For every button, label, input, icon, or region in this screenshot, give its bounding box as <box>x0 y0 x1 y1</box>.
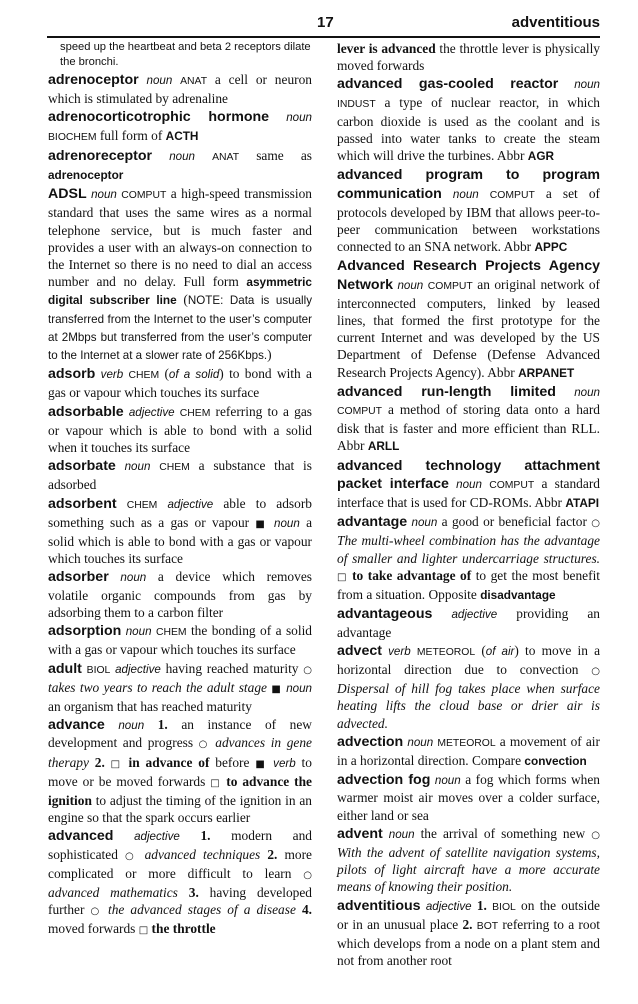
part-of-speech: noun <box>274 516 300 530</box>
definition-text: an original network of interconnected computers, linked by leased lines, that formed the first prototype for the current Internet and was developed by the US Department of Defense (Defense Advanced Research Projects Agency). Abbr <box>337 276 600 380</box>
definition-text: to adjust the timing of the ignition in an engine so that the spark occurs earlier <box>48 792 312 826</box>
left-column <box>48 40 312 941</box>
part-of-speech: noun <box>124 460 151 474</box>
dictionary-entry <box>48 108 312 145</box>
definition-text: a type of nuclear reactor, in which carbon dioxide is used as the coolant and is passed into water tanks to create the steam which will drive the turbines. Abbr <box>337 94 600 164</box>
bullet-symbol: □ <box>138 925 149 937</box>
phrase: the throttle <box>151 921 216 937</box>
dictionary-entry <box>48 185 312 364</box>
headword: advanced run-length limited <box>337 383 556 400</box>
definition-text: a substance that is adsorbed <box>48 458 312 493</box>
part-of-speech: adjective <box>425 899 472 913</box>
dictionary-entry <box>337 513 600 604</box>
definition-text <box>178 885 189 900</box>
part-of-speech: noun <box>456 477 482 491</box>
cross-reference: disadvantage <box>480 588 556 603</box>
definition-text: to get the most benefit from a situation. Opposite <box>337 567 601 603</box>
dictionary-entry <box>48 622 312 658</box>
phrase: to take advantage of <box>352 567 472 583</box>
part-of-speech: noun <box>286 111 312 125</box>
subject-label: COMPUT <box>489 189 535 201</box>
dictionary-entry <box>48 365 312 401</box>
definition-text <box>117 496 127 511</box>
example-text: advanced techniques <box>144 846 261 862</box>
headword: adult <box>48 660 82 677</box>
phrase: in advance of <box>128 754 210 770</box>
definition-text: a solid which is able to bond with a gas or vapour which touches its surface <box>48 514 313 567</box>
bullet-symbol: ■ <box>255 758 268 770</box>
definition-text <box>150 458 159 473</box>
headword: advect <box>337 642 382 659</box>
bullet-symbol: ○ <box>591 829 600 841</box>
headword: adrenocorticotrophic hormone <box>48 109 270 126</box>
headword: advantage <box>337 514 408 531</box>
dictionary-entry <box>48 403 312 457</box>
headword: adsorber <box>48 569 109 586</box>
part-of-speech: noun <box>411 516 438 530</box>
dictionary-entry <box>48 827 312 939</box>
definition-text <box>152 148 169 163</box>
phrase: 3. <box>188 884 199 900</box>
definition-text: an instance of new development and progress <box>48 717 312 751</box>
dictionary-entry <box>48 495 312 568</box>
dictionary-entry <box>48 71 312 107</box>
definition-text: a method of storing data onto a hard disk that is faster and more efficient than RLL. Abbr <box>337 402 600 454</box>
definition-text: a movement of air in a horizontal direction. Compare <box>337 733 600 768</box>
headword: advanced program to program communication <box>337 167 600 202</box>
dictionary-entry <box>337 75 600 165</box>
headword: Advanced Research Projects Agency Network <box>337 258 600 293</box>
definition-text <box>432 606 451 621</box>
part-of-speech: noun <box>434 774 461 788</box>
definition-text: the bonding of a solid with a gas or vapour which touches its surface <box>48 623 312 658</box>
definition-text: referring to a root which develops from a node on a plant stem and not from another root <box>337 916 600 969</box>
subject-label: CHEM <box>179 407 211 419</box>
definition-text: on the outside or in an unusual place <box>337 897 600 932</box>
definition-text <box>180 828 201 843</box>
definition-text: ) <box>267 347 272 363</box>
example-text: takes two years to reach the adult stage <box>48 679 267 695</box>
definition-text: ( <box>475 642 486 658</box>
dictionary-entry <box>337 825 600 896</box>
phrase: to advance the ignition <box>48 773 312 808</box>
definition-text: more complicated or more difficult to learn <box>48 846 312 881</box>
phrase: 1. <box>157 717 168 733</box>
definition-text <box>172 72 180 87</box>
cross-reference: convection <box>524 753 587 768</box>
definition-text: referring to a gas or vapour which is able to bond with a solid when it touches its surface <box>48 403 312 456</box>
dictionary-entry <box>337 771 600 824</box>
definition-text: able to adsorb something such as a gas or vapour <box>48 495 312 530</box>
subject-label: BOT <box>476 920 499 932</box>
example-text: the advanced stages of a disease <box>107 902 296 918</box>
subject-label: ANAT <box>212 151 240 163</box>
definition-text: providing an advantage <box>337 606 600 640</box>
headword: advance <box>48 717 105 734</box>
phrase: 1. <box>476 897 487 913</box>
dictionary-entry <box>337 166 600 256</box>
part-of-speech: verb <box>100 368 124 382</box>
cross-reference: ARPANET <box>518 365 575 380</box>
definition-text: ) to bond with a gas or vapour which touches its surface <box>48 366 312 401</box>
headword: advanced <box>48 828 114 845</box>
definition-text <box>558 76 574 91</box>
right-column <box>337 40 600 970</box>
part-of-speech: noun <box>452 187 479 201</box>
definition-text: a cell or neuron which is stimulated by adrenaline <box>48 72 312 107</box>
bullet-symbol: ■ <box>271 683 282 695</box>
headword: advantageous <box>337 606 433 623</box>
example-text: Dispersal of hill fog takes place when surface heating lifts the cloud base or drier air is advected. <box>337 681 600 731</box>
definition-text <box>195 148 212 163</box>
dictionary-entry <box>337 642 600 732</box>
definition-text <box>116 458 125 473</box>
subject-label: BIOL <box>492 901 516 913</box>
subject-label: CHEM <box>126 499 158 511</box>
bullet-symbol: ○ <box>125 850 138 862</box>
bullet-symbol: ○ <box>198 739 210 751</box>
dictionary-entry <box>337 605 600 640</box>
headword: adrenoreceptor <box>48 147 153 164</box>
definition-text <box>109 569 121 584</box>
guide-word: adventitious <box>511 14 600 31</box>
subject-label: CHEM <box>155 627 187 639</box>
phrase: lever is advanced <box>337 41 436 56</box>
part-of-speech: verb <box>388 644 411 658</box>
bullet-symbol: □ <box>110 758 123 770</box>
example-text: advanced mathematics <box>48 884 178 900</box>
bullet-symbol: □ <box>337 571 348 583</box>
dictionary-entry <box>337 383 600 456</box>
subject-label: METEOROL <box>416 646 476 658</box>
part-of-speech: noun <box>407 735 434 749</box>
headword: advanced technology attachment packet interface <box>337 457 600 492</box>
bullet-symbol: □ <box>210 777 222 789</box>
subject-label: COMPUT <box>121 190 167 202</box>
definition-text: having developed further <box>48 884 313 918</box>
part-of-speech: noun <box>91 188 117 202</box>
dictionary-entry <box>337 40 600 74</box>
subject-label: BIOL <box>86 664 111 676</box>
part-of-speech: of air <box>485 644 515 658</box>
dictionary-entry <box>48 660 312 716</box>
part-of-speech: verb <box>273 756 296 770</box>
definition-text <box>479 186 490 201</box>
definition-text: moved forwards <box>48 921 139 937</box>
headword: advection <box>337 733 404 750</box>
definition-text <box>105 717 119 732</box>
definition-text: ( <box>159 366 169 382</box>
part-of-speech: noun <box>120 571 147 585</box>
definition-text <box>556 384 574 399</box>
definition-text: the arrival of something new <box>414 825 592 841</box>
definition-text: modern and sophisticated <box>48 828 312 862</box>
part-of-speech: noun <box>118 719 145 733</box>
subject-label: COMPUT <box>427 280 473 292</box>
phrase: 2. <box>462 916 473 932</box>
part-of-speech: adjective <box>115 662 161 676</box>
bullet-symbol: ■ <box>255 518 268 530</box>
cross-reference: APPC <box>534 240 568 255</box>
definition-text <box>139 72 147 87</box>
definition-text: ( <box>176 292 188 308</box>
subject-label: ANAT <box>180 76 208 87</box>
definition-text: a device which removes volatile organic compounds from gas by adsorbing them to a carbon filter <box>48 569 312 620</box>
subject-label: BIOCHEM <box>48 131 97 143</box>
part-of-speech: noun <box>397 278 424 292</box>
subject-label: CHEM <box>128 370 160 382</box>
cross-reference: adrenoceptor <box>48 168 124 183</box>
cross-reference: AGR <box>527 149 555 164</box>
definition-text <box>157 496 167 511</box>
definition-text: a fog which forms when warmer moist air moves over a colder surface, either land or sea <box>337 772 600 823</box>
cross-reference: asymmetric digital subscriber line <box>48 275 312 308</box>
running-header <box>47 12 600 36</box>
subject-label: METEOROL <box>437 737 496 749</box>
dictionary-entry <box>48 147 312 184</box>
definition-text: having reached maturity <box>160 660 304 676</box>
part-of-speech: adjective <box>128 405 175 419</box>
headword: adventitious <box>337 897 421 914</box>
part-of-speech: noun <box>286 681 312 695</box>
part-of-speech: of a solid <box>168 368 220 382</box>
definition-text: a good or beneficial factor <box>437 514 592 530</box>
dictionary-entry <box>337 897 600 970</box>
cross-reference: ARLL <box>367 439 400 454</box>
headword: adsorbable <box>48 403 124 420</box>
part-of-speech: noun <box>125 625 152 639</box>
definition-text: an organism that has reached maturity <box>48 698 252 714</box>
headword: adsorbate <box>48 458 116 475</box>
dictionary-entry <box>48 568 312 621</box>
phrase: 4. <box>301 902 313 918</box>
headword: adsorb <box>48 366 96 383</box>
headword: adsorbent <box>48 495 117 512</box>
cross-reference: ATAPI <box>565 496 599 511</box>
dictionary-entry <box>337 257 600 381</box>
header-rule <box>47 36 600 38</box>
dictionary-entry <box>48 457 312 493</box>
example-text: The multi-wheel combination has the advantage of smaller and lighter undercarriage structures. <box>337 533 600 566</box>
bullet-symbol: ○ <box>591 665 600 677</box>
page-number: 17 <box>317 14 334 31</box>
subject-label: COMPUT <box>489 479 535 491</box>
definition-text <box>442 186 453 201</box>
phrase: 2. <box>267 846 278 862</box>
definition-text: to move or be moved forwards <box>48 754 312 789</box>
headword: ADSL <box>48 186 87 203</box>
continuation-text: speed up the heartbeat and beta 2 receptors dilate the bronchi. <box>60 41 311 68</box>
usage-note: NOTE: Data is usually transferred from the Internet to the user’s computer at 2Mbps but transferred from the user’s computer to the Internet at a slower rate of 256Kbps. <box>48 294 313 363</box>
example-text: advances in gene therapy <box>48 735 312 770</box>
part-of-speech: noun <box>169 149 195 163</box>
subject-label: INDUST <box>337 98 376 110</box>
definition-text: the throttle lever is physically moved forwards <box>337 41 600 74</box>
cross-reference: ACTH <box>165 128 199 143</box>
definition-text: before <box>209 754 256 770</box>
dictionary-entry <box>337 733 600 770</box>
headword: advent <box>337 825 383 842</box>
part-of-speech: noun <box>574 385 600 399</box>
phrase: 2. <box>94 754 105 770</box>
part-of-speech: noun <box>574 78 600 92</box>
definition-text <box>144 717 158 732</box>
part-of-speech: adjective <box>134 830 180 844</box>
definition-text <box>137 847 144 862</box>
definition-text: full form of <box>96 127 166 143</box>
definition-text <box>269 109 286 124</box>
headword: adrenoceptor <box>48 72 139 88</box>
headword: adsorption <box>48 623 122 640</box>
bullet-symbol: ○ <box>303 664 312 676</box>
definition-text: same as <box>239 147 312 163</box>
headword: advanced gas-cooled reactor <box>337 76 559 93</box>
definition-text: a standard interface that is used for CD-ROMs. Abbr <box>337 475 600 511</box>
definition-text <box>113 828 134 843</box>
definition-text: ) to move in a horizontal direction due to convection <box>337 642 601 677</box>
phrase: 1. <box>200 828 211 844</box>
subject-label: CHEM <box>159 462 190 474</box>
bullet-symbol: ○ <box>591 518 600 530</box>
part-of-speech: adjective <box>451 608 498 622</box>
headword: advection fog <box>337 772 431 789</box>
entry-continuation <box>48 40 312 70</box>
dictionary-entry <box>48 716 312 826</box>
definition-text: a high-speed transmission standard that uses the same wires as a normal telephone service, but is much faster and provides a user with an always-on connection to the Internet so there is no need to dial an access number and no delay. Full form <box>48 186 312 290</box>
bullet-symbol: ○ <box>90 906 102 918</box>
part-of-speech: noun <box>388 827 415 841</box>
definition-text: a set of protocols developed by IBM that allows peer-to-peer communication between workstations connected to an SNA network. Abbr <box>337 185 600 255</box>
example-text: With the advent of satellite navigation systems, pilots of light aircraft have a more accurate means of knowing their position. <box>337 844 600 895</box>
bullet-symbol: ○ <box>303 869 312 881</box>
subject-label: COMPUT <box>337 406 383 418</box>
dictionary-entry <box>337 457 600 513</box>
part-of-speech: noun <box>146 74 173 87</box>
part-of-speech: adjective <box>167 497 214 511</box>
